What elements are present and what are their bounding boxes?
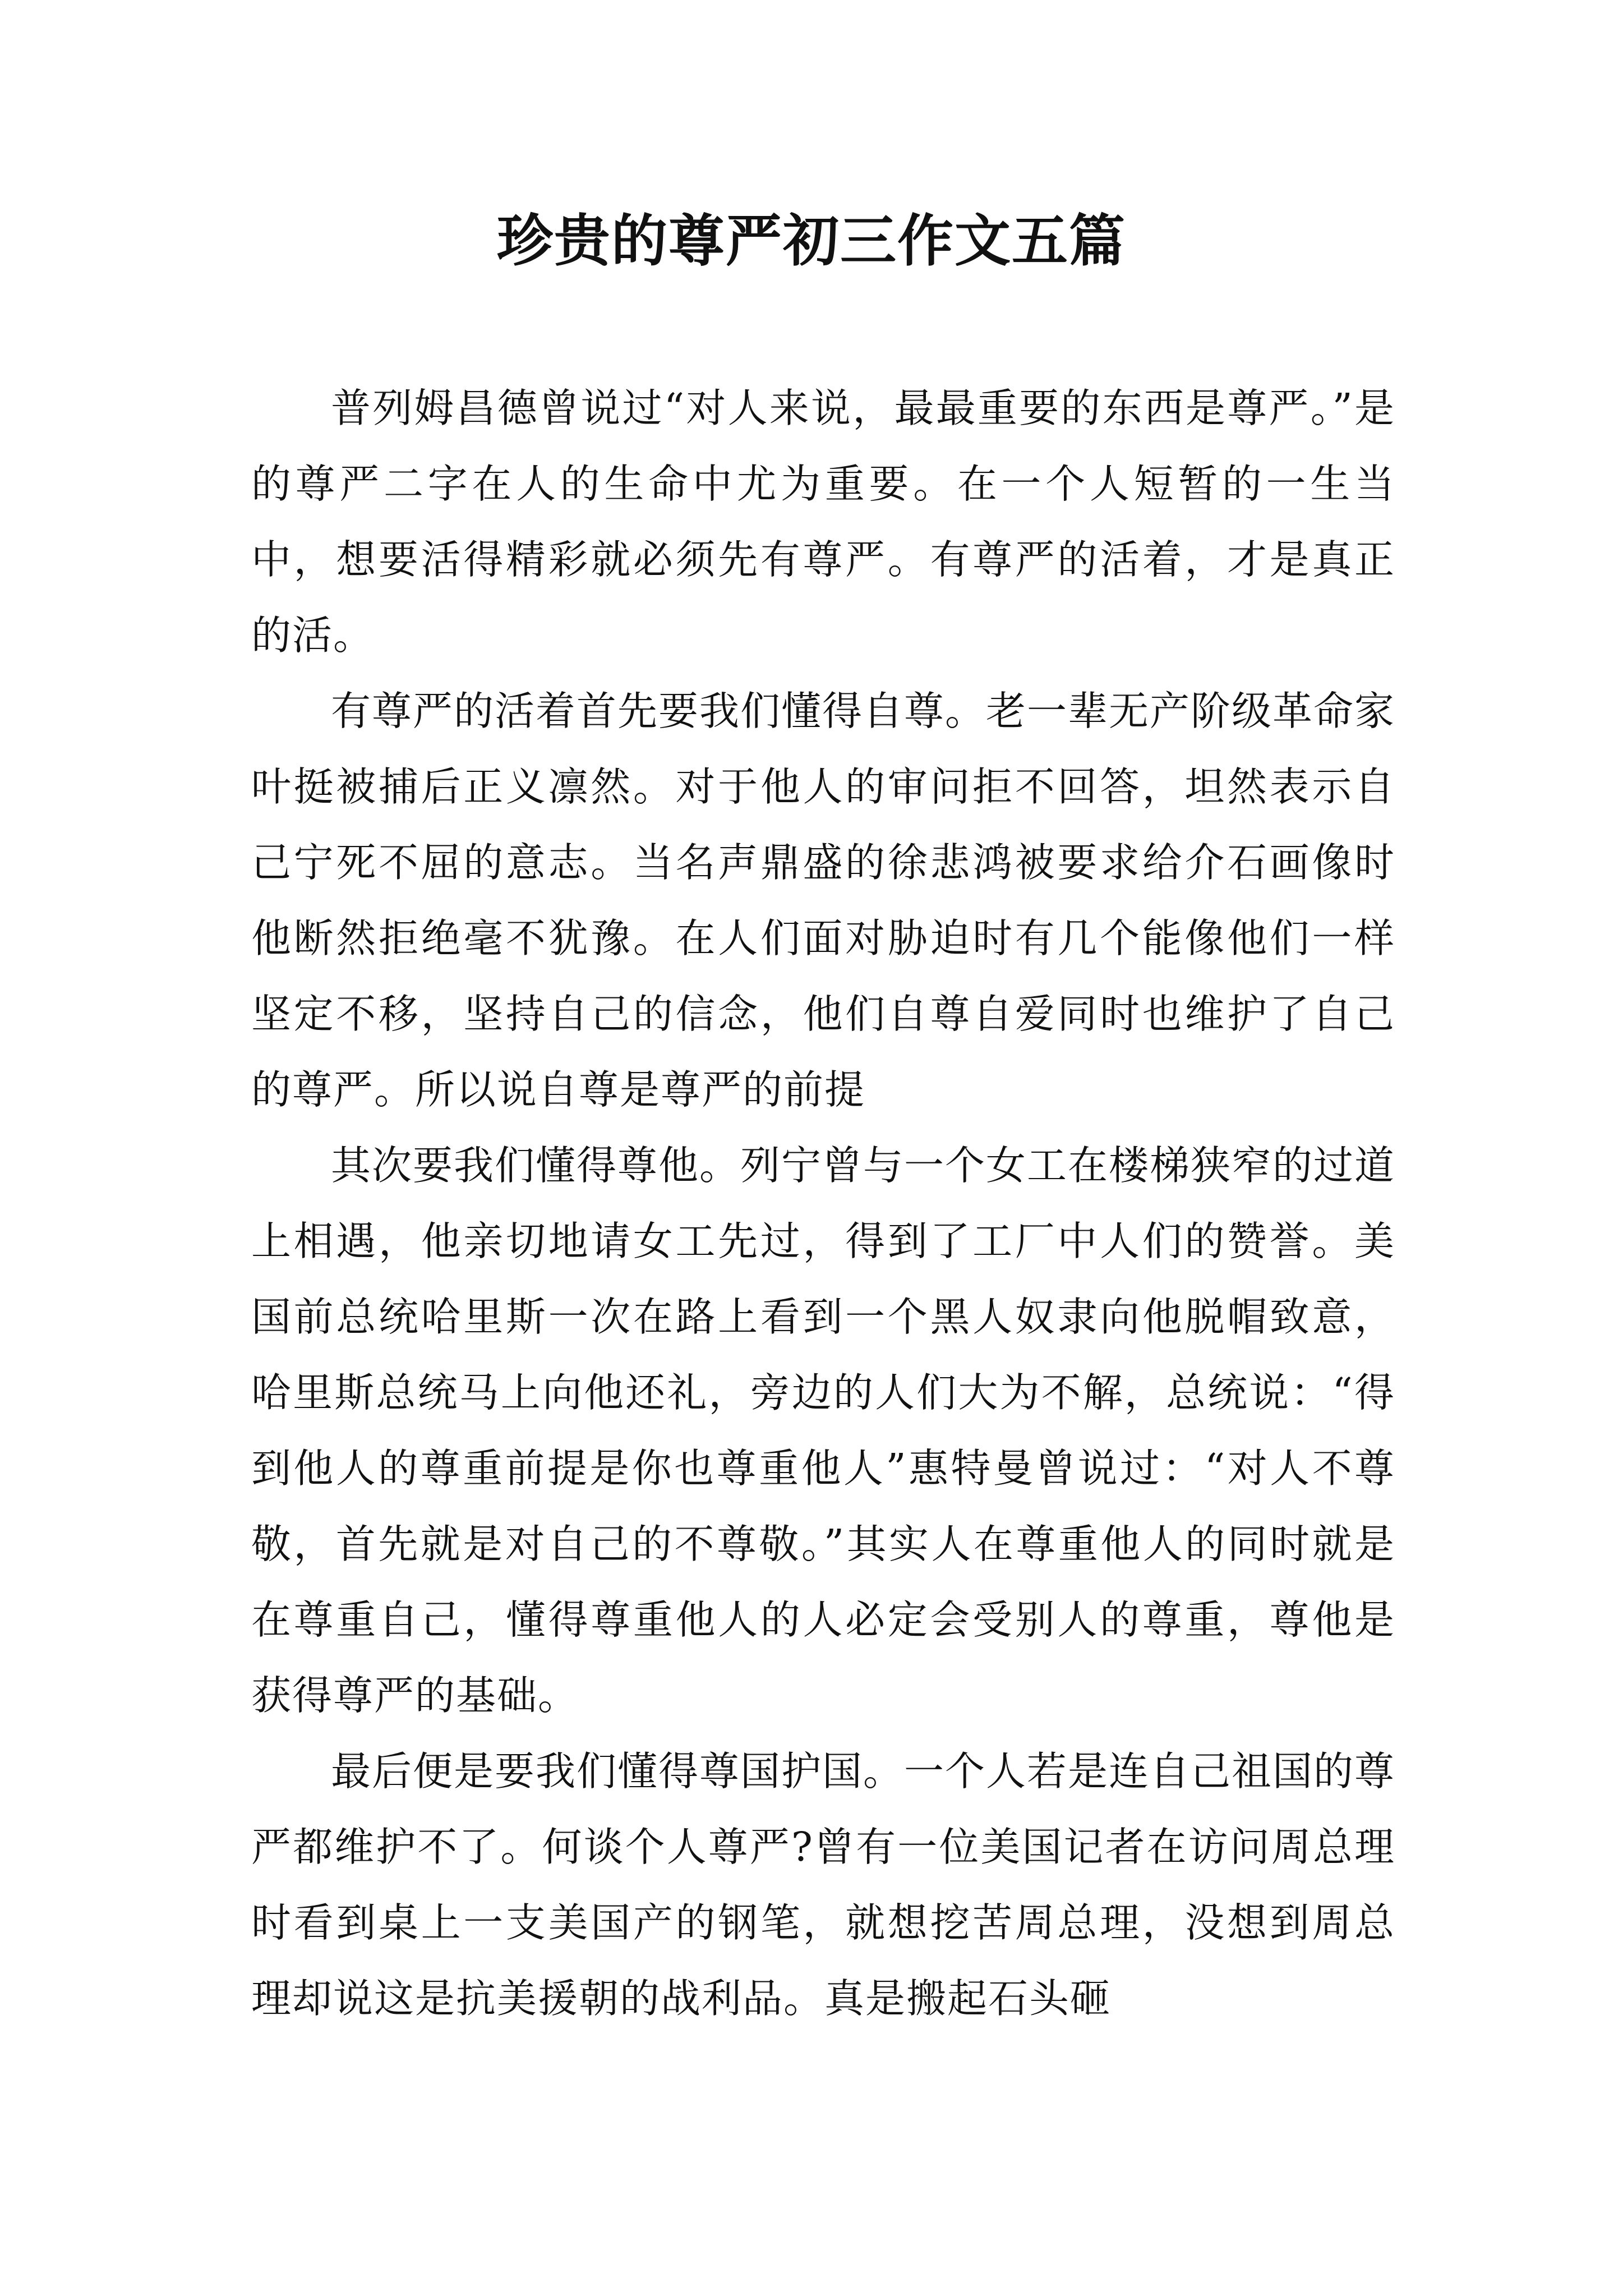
document-title: 珍贵的尊严初三作文五篇 [497,208,1126,274]
paragraph-3: 其次要我们懂得尊他。列宁曾与一个女工在楼梯狭窄的过道上相遇，他亲切地请女工先过，得到了工厂中人们的赞誉。美国前总统哈里斯一次在路上看到一个黑人奴隶向他脱帽致意，哈里斯总统马上向他还礼，旁边的人们大为不解，总统说：“得到他人的尊重前提是你也尊重他人”惠特曼曾说过：“对人不尊敬，首先就是对自己的不尊敬。”其实人在尊重他人的同时就是在尊重自己，懂得尊重他人的人必定会受别人的尊重，尊他是获得尊严的基础。 [251,1142,1396,1719]
paragraph-4: 最后便是要我们懂得尊国护国。一个人若是连自己祖国的尊严都维护不了。何谈个人尊严?曾有一位美国记者在访问周总理时看到桌上一支美国产的钢笔，就想挖苦周总理，没想到周总理却说这是抗美援朝的战利品。真是搬起石头砸 [251,1748,1396,2022]
paragraph-2: 有尊严的活着首先要我们懂得自尊。老一辈无产阶级革命家叶挺被捕后正义凛然。对于他人的审问拒不回答，坦然表示自己宁死不屈的意志。当名声鼎盛的徐悲鸿被要求给介石画像时他断然拒绝毫不犹豫。在人们面对胁迫时有几个能像他们一样坚定不移，坚持自己的信念，他们自尊自爱同时也维护了自己的尊严。所以说自尊是尊严的前提 [251,688,1396,1113]
paragraph-1: 普列姆昌德曾说过“对人来说，最最重要的东西是尊严。”是的尊严二字在人的生命中尤为重要。在一个人短暂的一生当中，想要活得精彩就必须先有尊严。有尊严的活着，才是真正的活。 [251,385,1395,659]
document-body [251,370,1395,2036]
